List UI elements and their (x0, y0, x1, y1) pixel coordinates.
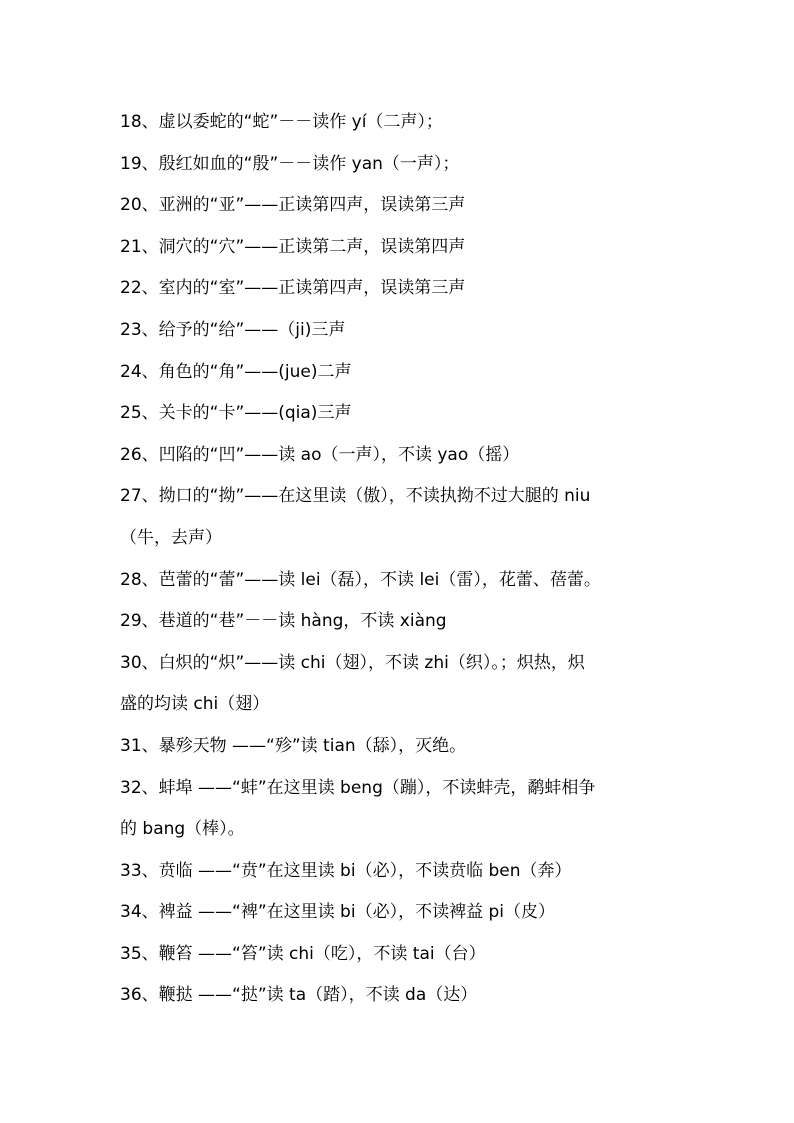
text-line: 24、角色的“角”——(jue)二声 (120, 361, 352, 382)
text-line: 盛的均读 chi（翅） (120, 694, 270, 715)
text-line: 35、鞭笞 ——“笞”读 chi（吃），不读 tai（台） (120, 943, 486, 964)
text-line: 28、芭蕾的“蕾”——读 lei（磊），不读 lei（雷），花蕾、蓓蕾。 (120, 569, 601, 590)
text-line: 32、蚌埠 ——“蚌”在这里读 beng（蹦），不读蚌壳，鹬蚌相争 (120, 777, 596, 798)
text-line: 18、虚以委蛇的“蛇”－－读作 yí（二声）； (120, 112, 443, 132)
text-line: 30、白炽的“炽”——读 chi（翅），不读 zhi（织）。；炽热，炽 (120, 652, 585, 673)
text-line: 23、给予的“给”——（ji)三声 (120, 319, 346, 340)
text-line: 27、拗口的“拗”——在这里读（傲），不读执拗不过大腿的 niu (120, 486, 591, 507)
text-line: （牛，去声） (120, 527, 222, 548)
text-line: 19、殷红如血的“殷”－－读作 yan（一声）； (120, 153, 460, 174)
text-body (120, 102, 680, 1017)
text-line: 22、室内的“室”——正读第四声，误读第三声 (120, 278, 466, 299)
text-line: 26、凹陷的“凹”——读 ao（一声），不读 yao（摇） (120, 444, 520, 465)
text-line: 25、关卡的“卡”——(qia)三声 (120, 403, 352, 424)
text-line: 21、洞穴的“穴”——正读第二声，误读第四声 (120, 236, 466, 257)
text-line: 29、巷道的“巷”－－读 hàng，不读 xiàng (120, 611, 447, 632)
text-line: 33、贲临 ——“贲”在这里读 bi（必），不读贲临 ben（奔） (120, 860, 572, 881)
text-line: 的 bang（棒）。 (120, 819, 245, 840)
text-line: 20、亚洲的“亚”——正读第四声，误读第三声 (120, 195, 466, 216)
text-line: 31、暴殄天物 ——“殄”读 tian（舔），灭绝。 (120, 735, 467, 756)
text-line: 36、鞭挞 ——“挞”读 ta（踏），不读 da（达） (120, 985, 478, 1006)
text-line: 34、裨益 ——“裨”在这里读 bi（必），不读裨益 pi（皮） (120, 902, 555, 923)
